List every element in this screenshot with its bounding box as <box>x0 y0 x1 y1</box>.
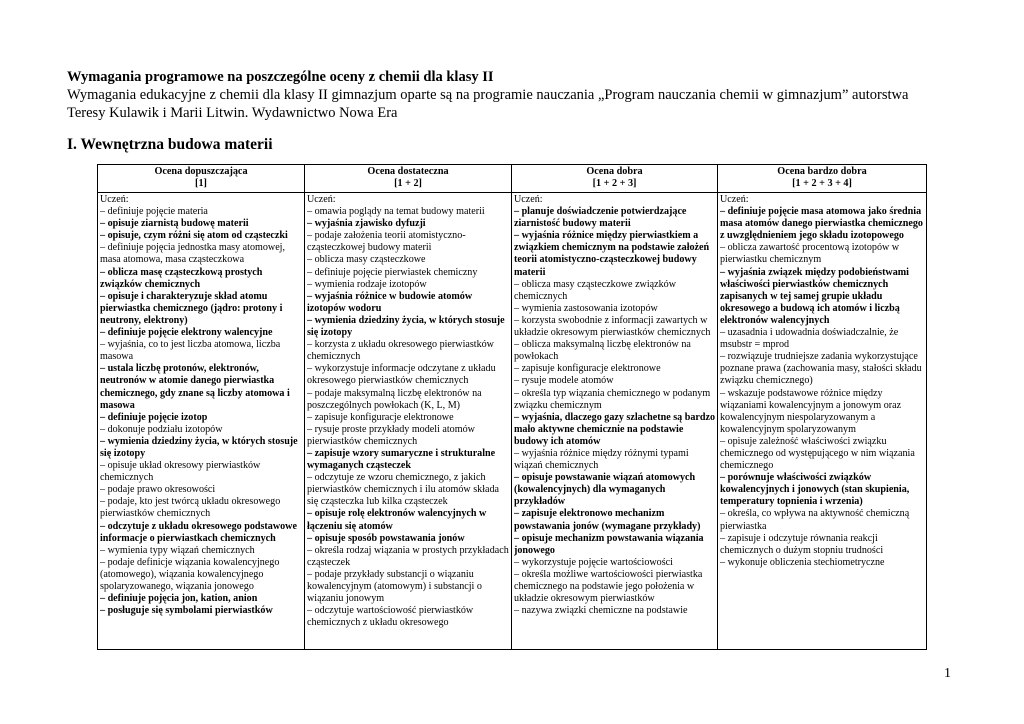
requirement-item: – planuje doświadczenie potwierdzające ziarnistość budowy materii <box>514 206 687 230</box>
requirement-item: – uzasadnia i udowadnia doświadczalnie, że msubstr = mprod <box>720 327 899 351</box>
requirement-item: – ustala liczbę protonów, elektronów, neutronów w atomie danego pierwiastka chemicznego, gdy znane są liczby atomowa i masowa <box>100 363 290 411</box>
cell-intro: Uczeń: <box>307 194 336 205</box>
requirement-item: – wykonuje obliczenia stechiometryczne <box>720 556 885 568</box>
requirement-item: – wyjaśnia, dlaczego gazy szlachetne są bardzo mało aktywne chemicznie na podstawie budowy ich atomów <box>514 411 715 447</box>
requirement-item: – definiuje pojęcie materia <box>100 206 208 218</box>
requirement-item: – zapisuje elektronowo mechanizm powstawania jonów (wymagane przykłady) <box>514 508 701 532</box>
requirement-item: – opisuje ziarnistą budowę materii <box>100 218 249 230</box>
requirement-item: – wymienia dziedziny życia, w których stosuje się izotopy <box>307 314 505 339</box>
requirement-item: – zapisuje konfiguracje elektronowe <box>514 363 661 375</box>
requirement-item: – wyjaśnia, co to jest liczba atomowa, liczba masowa <box>100 339 281 363</box>
requirement-item: – podaje założenia teorii atomistyczno-cząsteczkowej budowy materii <box>307 230 466 254</box>
column-header-range: [1 + 2] <box>394 178 422 189</box>
requirement-item: – oblicza masę cząsteczkową prostych związków chemicznych <box>100 266 263 290</box>
column-header-name: Ocena bardzo dobra <box>777 166 867 177</box>
requirement-item: – oblicza maksymalną liczbę elektronów na powłokach <box>514 339 691 363</box>
requirement-item: – podaje maksymalną liczbę elektronów na poszczególnych powłokach (K, L, M) <box>307 387 482 411</box>
column-header-dostateczna <box>305 165 512 193</box>
requirement-item: – definiuje pojęcie masa atomowa jako średnia masa atomów danego pierwiastka chemicznego z uwzględnieniem jego składu izotopowego <box>720 206 923 242</box>
requirement-item: – wymienia typy wiązań chemicznych <box>100 544 255 556</box>
requirement-item: – odczytuje wartościowość pierwiastków chemicznych z układu okresowego <box>307 605 474 629</box>
requirement-item: – określa rodzaj wiązania w prostych przykładach cząsteczek <box>307 544 509 568</box>
requirements-cell-dopuszczajaca <box>98 193 305 650</box>
requirement-item: – określa możliwe wartościowości pierwiastka chemicznego na podstawie jego położenia w układzie okresowym pierwiastków <box>514 568 703 605</box>
requirement-item: – opisuje i charakteryzuje skład atomu pierwiastka chemicznego (jądro: protony i neutrony, elektrony) <box>100 290 283 326</box>
requirement-item: – wyjaśnia związek między podobieństwami właściwości pierwiastków chemicznych zapisanych w tej samej grupie układu okresowego a budową ich atomów i liczbą elektronów walencyjnych <box>720 266 909 326</box>
cell-intro: Uczeń: <box>720 194 749 205</box>
requirement-item: – opisuje, czym różni się atom od cząsteczki <box>100 230 288 242</box>
requirement-item: – wykorzystuje informacje odczytane z układu okresowego pierwiastków chemicznych <box>307 363 496 387</box>
requirement-item: – rozwiązuje trudniejsze zadania wykorzystujące poznane prawa (zachowania masy, stałości składu związku chemicznego) <box>720 351 922 387</box>
requirement-item: – posługuje się symbolami pierwiastków <box>100 605 273 617</box>
requirement-item: – porównuje właściwości związków kowalencyjnych i jonowych (stan skupienia, temperatury topnienia i wrzenia) <box>720 472 910 508</box>
requirement-item: – opisuje powstawanie wiązań atomowych (kowalencyjnych) dla wymaganych przykładów <box>514 472 696 508</box>
requirement-item: – dokonuje podziału izotopów <box>100 423 223 435</box>
requirement-item: – podaje przykłady substancji o wiązaniu kowalencyjnym (atomowym) i substancji o wiązaniu jonowym <box>307 568 482 605</box>
requirement-item: – podaje prawo okresowości <box>100 484 216 496</box>
requirements-cell-dostateczna <box>305 193 512 650</box>
requirement-item: – wykorzystuje pojęcie wartościowości <box>514 556 673 568</box>
column-header-range: [1] <box>195 178 207 189</box>
requirement-item: – określa, co wpływa na aktywność chemiczną pierwiastka <box>720 508 910 532</box>
requirement-item: – korzysta z układu okresowego pierwiastków chemicznych <box>307 339 494 363</box>
requirement-item: – rysuje modele atomów <box>514 375 614 387</box>
requirement-item: – wymienia rodzaje izotopów <box>307 278 427 290</box>
column-header-name: Ocena dobra <box>586 166 643 177</box>
page-number: 1 <box>944 666 951 681</box>
requirement-item: – wyjaśnia zjawisko dyfuzji <box>307 218 426 230</box>
document-title: Wymagania programowe na poszczególne oceny z chemii dla klasy II <box>67 69 494 85</box>
requirement-item: – definiuje pojęcia jednostka masy atomowej, masa atomowa, masa cząsteczkowa <box>100 242 285 266</box>
requirement-item: – rysuje proste przykłady modeli atomów pierwiastków chemicznych <box>307 423 475 447</box>
requirement-item: – opisuje zależność właściwości związku chemicznego od występującego w nim wiązania chemicznego <box>720 435 915 472</box>
requirement-item: – podaje definicje wiązania kowalencyjnego (atomowego), wiązania kowalencyjnego spolaryzowanego, wiązania jonowego <box>100 556 280 592</box>
cell-intro: Uczeń: <box>100 194 129 205</box>
requirements-cell-bardzo-dobra <box>718 193 927 650</box>
requirement-item: – definiuje pojęcie pierwiastek chemiczny <box>307 266 478 278</box>
cell-intro: Uczeń: <box>514 194 543 205</box>
column-header-bardzo-dobra <box>718 165 927 193</box>
requirement-item: – odczytuje ze wzoru chemicznego, z jakich pierwiastków chemicznych i ilu atomów składa się cząsteczka lub kilka cząsteczek <box>307 472 500 508</box>
requirement-item: – wyjaśnia różnice w budowie atomów izotopów wodoru <box>307 290 473 314</box>
requirement-item: – wyjaśnia różnice między różnymi typami wiązań chemicznych <box>514 447 689 472</box>
column-header-dopuszczajaca <box>98 165 305 193</box>
requirement-item: – opisuje mechanizm powstawania wiązania jonowego <box>514 532 704 556</box>
table-body-row <box>98 193 927 650</box>
requirement-item: – wyjaśnia różnice między pierwiastkiem a związkiem chemicznym na podstawie założeń teorii atomistyczno-cząsteczkowej budowy materii <box>514 230 710 278</box>
requirement-item: – definiuje pojęcie elektrony walencyjne <box>100 327 273 339</box>
requirements-cell-dobra <box>512 193 718 650</box>
column-header-name: Ocena dopuszczająca <box>154 166 248 177</box>
requirement-item: – korzysta swobodnie z informacji zawartych w układzie okresowym pierwiastków chemicznych <box>514 314 711 339</box>
column-header-dobra <box>512 165 718 193</box>
requirement-item: – opisuje układ okresowy pierwiastków chemicznych <box>100 460 261 484</box>
document-heading <box>67 68 967 122</box>
requirement-item: – opisuje rolę elektronów walencyjnych w łączeniu się atomów <box>307 508 487 532</box>
requirement-item: – wymienia zastosowania izotopów <box>514 302 658 314</box>
requirement-item: – zapisuje konfiguracje elektronowe <box>307 411 454 423</box>
requirement-item: – opisuje sposób powstawania jonów <box>307 532 465 544</box>
requirement-item: – odczytuje z układu okresowego podstawowe informacje o pierwiastkach chemicznych <box>100 520 297 544</box>
document-subtitle-line-2: Teresy Kulawik i Marii Litwin. Wydawnictwo Nowa Era <box>67 105 398 121</box>
column-header-name: Ocena dostateczna <box>367 166 449 177</box>
requirement-item: – oblicza masy cząsteczkowe związków chemicznych <box>514 278 676 302</box>
requirement-item: – podaje, kto jest twórcą układu okresowego pierwiastków chemicznych <box>100 496 281 520</box>
document-subtitle-line-1: Wymagania edukacyjne z chemii dla klasy II gimnazjum oparte są na programie nauczania „Program nauczania chemii w gimnazjum” autorstwa <box>67 87 909 103</box>
requirement-item: – oblicza zawartość procentową izotopów w pierwiastku chemicznym <box>720 242 900 266</box>
requirement-item: – wskazuje podstawowe różnice między wiązaniami kowalencyjnym a jonowym oraz kowalencyjnym niespolaryzowanym a kowalencyjnym spolaryzowanym <box>720 387 902 435</box>
requirement-item: – definiuje pojęcie izotop <box>100 411 208 423</box>
requirement-item: – określa typ wiązania chemicznego w podanym związku chemicznym <box>514 387 711 411</box>
requirement-item: – definiuje pojęcia jon, kation, anion <box>100 593 258 605</box>
table-header-row <box>98 165 927 193</box>
column-header-range: [1 + 2 + 3 + 4] <box>792 178 852 189</box>
section-title: I. Wewnętrzna budowa materii <box>67 136 273 153</box>
requirement-item: – zapisuje wzory sumaryczne i strukturalne wymaganych cząsteczek <box>307 447 496 472</box>
requirement-item: – wymienia dziedziny życia, w których stosuje się izotopy <box>100 435 298 459</box>
requirements-table <box>97 164 927 650</box>
column-header-range: [1 + 2 + 3] <box>592 178 637 189</box>
requirement-item: – oblicza masy cząsteczkowe <box>307 254 426 266</box>
requirement-item: – omawia poglądy na temat budowy materii <box>307 206 485 218</box>
requirement-item: – zapisuje i odczytuje równania reakcji chemicznych o dużym stopniu trudności <box>720 532 884 556</box>
requirement-item: – nazywa związki chemiczne na podstawie <box>514 605 688 617</box>
